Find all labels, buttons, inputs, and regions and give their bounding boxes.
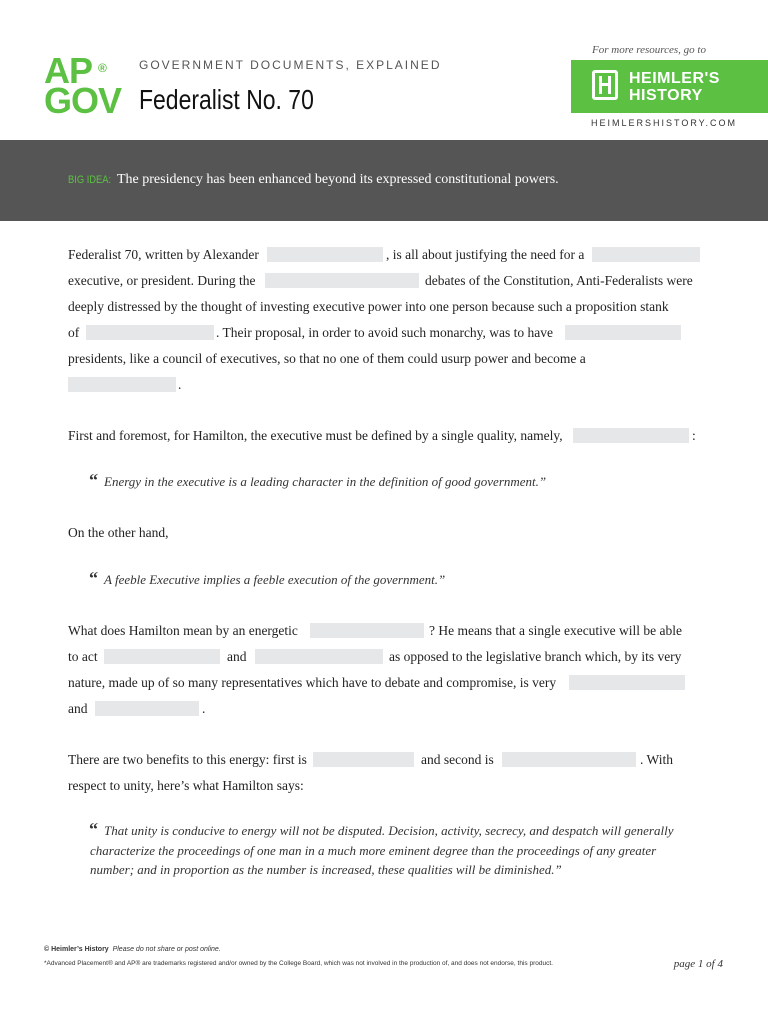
fill-in-blank[interactable]	[569, 675, 685, 690]
big-idea-text: The presidency has been enhanced beyond its expressed constitutional powers.	[117, 172, 559, 187]
fill-in-blank[interactable]	[313, 752, 414, 767]
fill-in-blank[interactable]	[573, 428, 689, 443]
page-header	[0, 0, 768, 140]
brand-name-line2: HISTORY	[629, 87, 703, 104]
copyright-text: © Heimler’s History	[44, 946, 109, 953]
quote-text: characterize the proceedings of one man in a much more eminent degree than the proceedings of any greater	[90, 843, 657, 858]
fill-in-blank[interactable]	[502, 752, 636, 767]
fill-in-blank[interactable]	[592, 247, 700, 262]
paragraph-text: , is all about justifying the need for a	[386, 247, 585, 262]
share-notice: Please do not share or post online.	[112, 946, 221, 953]
brand-name-line1: HEIMLER'S	[629, 70, 720, 87]
paragraph-text: to act	[68, 649, 98, 664]
website-link[interactable]: HEIMLERSHISTORY.COM	[591, 118, 738, 128]
fill-in-blank[interactable]	[255, 649, 383, 664]
quote-mark-icon: “	[89, 470, 98, 490]
paragraph-text: respect to unity, here’s what Hamilton says:	[68, 778, 304, 793]
fill-in-blank[interactable]	[68, 377, 176, 392]
brand-name	[629, 70, 720, 104]
ap-gov-logo	[44, 50, 122, 121]
footer-copyright	[44, 946, 221, 953]
paragraph-text: .	[178, 377, 182, 392]
paragraph-text: of	[68, 325, 80, 340]
paragraph-text: What does Hamilton mean by an energetic	[68, 623, 298, 638]
quote-text: A feeble Executive implies a feeble execution of the government.”	[104, 572, 446, 587]
heimlers-history-logo[interactable]	[571, 60, 768, 113]
page-title: Federalist No. 70	[139, 84, 314, 115]
paragraph-text: There are two benefits to this energy: first is	[68, 752, 307, 767]
paragraph-text: On the other hand,	[68, 525, 169, 540]
paragraph-text: . Their proposal, in order to avoid such monarchy, was to have	[216, 325, 554, 340]
paragraph-text: and	[227, 649, 247, 664]
fill-in-blank[interactable]	[267, 247, 383, 262]
paragraph-text: . With	[640, 752, 673, 767]
quote-text: number; and in proportion as the number is increased, these qualities will be diminished.”	[90, 862, 562, 877]
fill-in-blank[interactable]	[310, 623, 424, 638]
paragraph-text: Federalist 70, written by Alexander	[68, 247, 259, 262]
paragraph-text: :	[692, 428, 696, 443]
paragraph-text: executive, or president. During the	[68, 273, 256, 288]
quote-mark-icon: “	[89, 819, 98, 839]
trademark-notice: *Advanced Placement® and AP® are trademarks registered and/or owned by the College Board, which was not involved in the production of, and does not endorse, this product.	[44, 960, 553, 967]
paragraph-text: deeply distressed by the thought of investing executive power into one person because such a proposition stank	[68, 299, 669, 314]
paragraph-text: .	[202, 701, 206, 716]
quote-mark-icon: “	[89, 568, 98, 588]
fill-in-blank[interactable]	[565, 325, 681, 340]
paragraph-text: presidents, like a council of executives, so that no one of them could usurp power and become a	[68, 351, 586, 366]
fill-in-blank[interactable]	[86, 325, 214, 340]
paragraph-text: debates of the Constitution, Anti-Federalists were	[425, 273, 693, 288]
logo-registered-mark: ®	[98, 61, 106, 75]
quote-text: That unity is conducive to energy will not be disputed. Decision, activity, secrecy, and despatch will generally	[104, 823, 674, 838]
paragraph-text: ? He means that a single executive will be able	[429, 623, 683, 638]
paragraph-text: and	[68, 701, 88, 716]
series-subtitle: GOVERNMENT DOCUMENTS, EXPLAINED	[139, 58, 442, 72]
paragraph-text: First and foremost, for Hamilton, the executive must be defined by a single quality, namely,	[68, 428, 563, 443]
logo-gov: GOV	[44, 80, 122, 121]
paragraph-text: nature, made up of so many representatives which have to debate and compromise, is very	[68, 675, 557, 690]
quote-text: Energy in the executive is a leading character in the definition of good government.”	[104, 474, 547, 489]
fill-in-blank[interactable]	[265, 273, 419, 288]
page-number: page 1 of 4	[673, 958, 723, 970]
logo-ap: AP	[44, 50, 93, 91]
fill-in-blank[interactable]	[95, 701, 199, 716]
paragraph-text: as opposed to the legislative branch which, by its very	[389, 649, 682, 664]
fill-in-blank[interactable]	[104, 649, 220, 664]
big-idea-label: BIG IDEA:	[68, 174, 112, 186]
promo-text: For more resources, go to	[592, 44, 706, 56]
paragraph-text: and second is	[421, 752, 494, 767]
h-monogram-icon	[592, 70, 618, 100]
